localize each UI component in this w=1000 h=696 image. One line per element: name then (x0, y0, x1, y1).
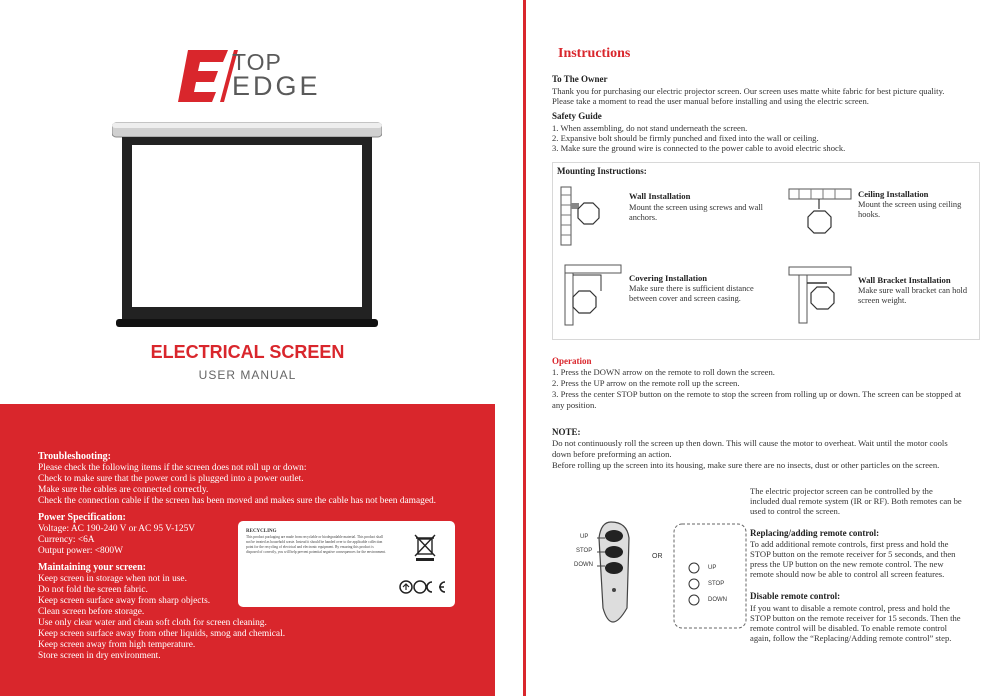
mounting-title: Wall Bracket Installation (858, 275, 951, 285)
mounting-heading: Mounting Instructions: (557, 166, 647, 176)
maintaining-line: Clean screen before storage. (38, 607, 145, 617)
receiver-up-label: UP (708, 565, 717, 571)
safety-line: 1. When assembling, do not stand underneath the screen. (552, 123, 748, 133)
remote-intro-line: included dual remote system (IR or RF). Both remotes can be (750, 496, 962, 506)
remote-down-label: DOWN (574, 562, 593, 568)
mounting-title: Wall Installation (629, 191, 691, 201)
disable-line: STOP button on the remote receiver for 15 seconds. Then the (750, 613, 961, 623)
note-heading: NOTE: (552, 427, 581, 437)
cover-subtitle: USER MANUAL (198, 368, 297, 382)
disable-line: again, follow the “Replacing/Adding remote control” step. (750, 633, 952, 643)
recycling-text: This product packaging are made from recyclable or biodegradable material. This product shall not be treated as household waste. Instead it should be handed over to the applicable collection point for the recycling of electrical and electronic equipment. By ensuring this product is disposed of correctly, you will help prevent potential negative consequences for the environment. (246, 535, 386, 554)
note-line: Do not continuously roll the screen up then down. This will cause the motor to overheat. Wait until the motor cools (552, 438, 948, 448)
operation-heading: Operation (552, 356, 592, 366)
remote-stop-label: STOP (576, 548, 593, 554)
power-line: Output power: <800W (38, 546, 123, 556)
safety-line: 2. Expansive bolt should be firmly punched and fixed into the wall or ceiling. (552, 133, 819, 143)
cover-title: ELECTRICAL SCREEN (150, 342, 345, 362)
maintaining-heading: Maintaining your screen: (38, 562, 146, 573)
mounting-instructions-box (552, 162, 980, 340)
owner-line: Please take a moment to read the user manual before installing and using the electric screen. (552, 96, 869, 106)
logo-text-top: TOP (232, 49, 282, 75)
remote-intro-line: used to control the screen. (750, 506, 840, 516)
disable-line: If you want to disable a remote control, press and hold the (750, 603, 950, 613)
troubleshooting-heading: Troubleshooting: (38, 451, 111, 462)
replacing-line: press the UP button on the new remote control. The new (750, 559, 944, 569)
power-line: Voltage: AC 190-240 V or AC 95 V-125V (38, 524, 196, 534)
owner-line: Thank you for purchasing our electric projector screen. Our screen uses matte white fabric for best picture quality. (552, 86, 945, 96)
mounting-desc: Mount the screen using screws and wall anchors. (629, 203, 763, 222)
maintaining-line: Keep screen surface away from other liquids, smog and chemical. (38, 629, 286, 639)
mounting-title: Covering Installation (629, 273, 708, 283)
mounting-desc: Mount the screen using ceiling hooks. (858, 200, 962, 219)
troubleshooting-line: Make sure the cables are connected correctly. (38, 485, 209, 495)
weee-bin-icon (414, 533, 436, 561)
note-line: Before rolling up the screen into its housing, make sure there are no insects, dust or other particles on the screen. (552, 460, 940, 470)
maintaining-line: Do not fold the screen fabric. (38, 585, 148, 595)
ceiling-installation-diagram (785, 185, 857, 247)
receiver-down-label: DOWN (708, 597, 727, 603)
or-label: OR (652, 553, 663, 560)
cover-page (0, 0, 495, 696)
owner-heading: To The Owner (552, 74, 608, 84)
maintaining-line: Store screen in dry environment. (38, 651, 161, 661)
wall-installation-diagram (557, 185, 612, 247)
disable-heading: Disable remote control: (750, 591, 841, 601)
safety-heading: Safety Guide (552, 111, 602, 121)
replacing-line: STOP button on the remote receiver for 5 seconds, and then (750, 549, 956, 559)
operation-line: any position. (552, 400, 597, 410)
receiver-stop-label: STOP (708, 581, 725, 587)
covering-installation-diagram (563, 261, 623, 327)
operation-line: 3. Press the center STOP button on the remote to stop the screen from rolling up or down. The screen can be stopped at (552, 389, 962, 399)
certification-marks-icon (398, 579, 448, 595)
power-heading: Power Specification: (38, 512, 126, 523)
mounting-desc: Make sure wall bracket can hold screen weight. (858, 286, 968, 305)
projector-screen-illustration (112, 119, 382, 331)
remote-up-label: UP (580, 534, 589, 540)
safety-line: 3. Make sure the ground wire is connected to the power cable to avoid electric shock. (552, 143, 846, 153)
replacing-line: remote should now be able to control all screen features. (750, 569, 945, 579)
mounting-desc: Make sure there is sufficient distance between cover and screen casing. (629, 284, 754, 303)
recycling-label (238, 521, 455, 607)
maintaining-line: Keep screen surface away from sharp objects. (38, 596, 211, 606)
operation-line: 1. Press the DOWN arrow on the remote to roll down the screen. (552, 367, 775, 377)
troubleshooting-line: Please check the following items if the screen does not roll up or down: (38, 463, 307, 473)
power-line: Currency: <6A (38, 535, 95, 545)
replacing-line: To add additional remote controls, first press and hold the (750, 539, 949, 549)
maintaining-line: Keep screen away from high temperature. (38, 640, 196, 650)
remote-receiver-illustration (670, 520, 750, 632)
wall-bracket-installation-diagram (787, 265, 853, 327)
page-divider (523, 0, 526, 696)
recycling-title: RECYCLING (246, 529, 277, 534)
remote-intro-line: The electric projector screen can be controlled by the (750, 486, 933, 496)
mounting-title: Ceiling Installation (858, 189, 929, 199)
note-line: down before preforming an action. (552, 449, 672, 459)
replacing-heading: Replacing/adding remote control: (750, 528, 880, 538)
logo-text-bottom: EDGE (232, 71, 321, 101)
maintaining-line: Use only clear water and clean soft cloth for screen cleaning. (38, 618, 267, 628)
troubleshooting-line: Check the connection cable if the screen has been moved and makes sure the cable has not been damaged. (38, 496, 437, 506)
maintaining-line: Keep screen in storage when not in use. (38, 574, 187, 584)
disable-line: remote control will be disabled. To enable remote control (750, 623, 948, 633)
instructions-heading: Instructions (558, 46, 631, 61)
troubleshooting-line: Check to make sure that the power cord is plugged into a power outlet. (38, 474, 304, 484)
operation-line: 2. Press the UP arrow on the remote roll up the screen. (552, 378, 740, 388)
